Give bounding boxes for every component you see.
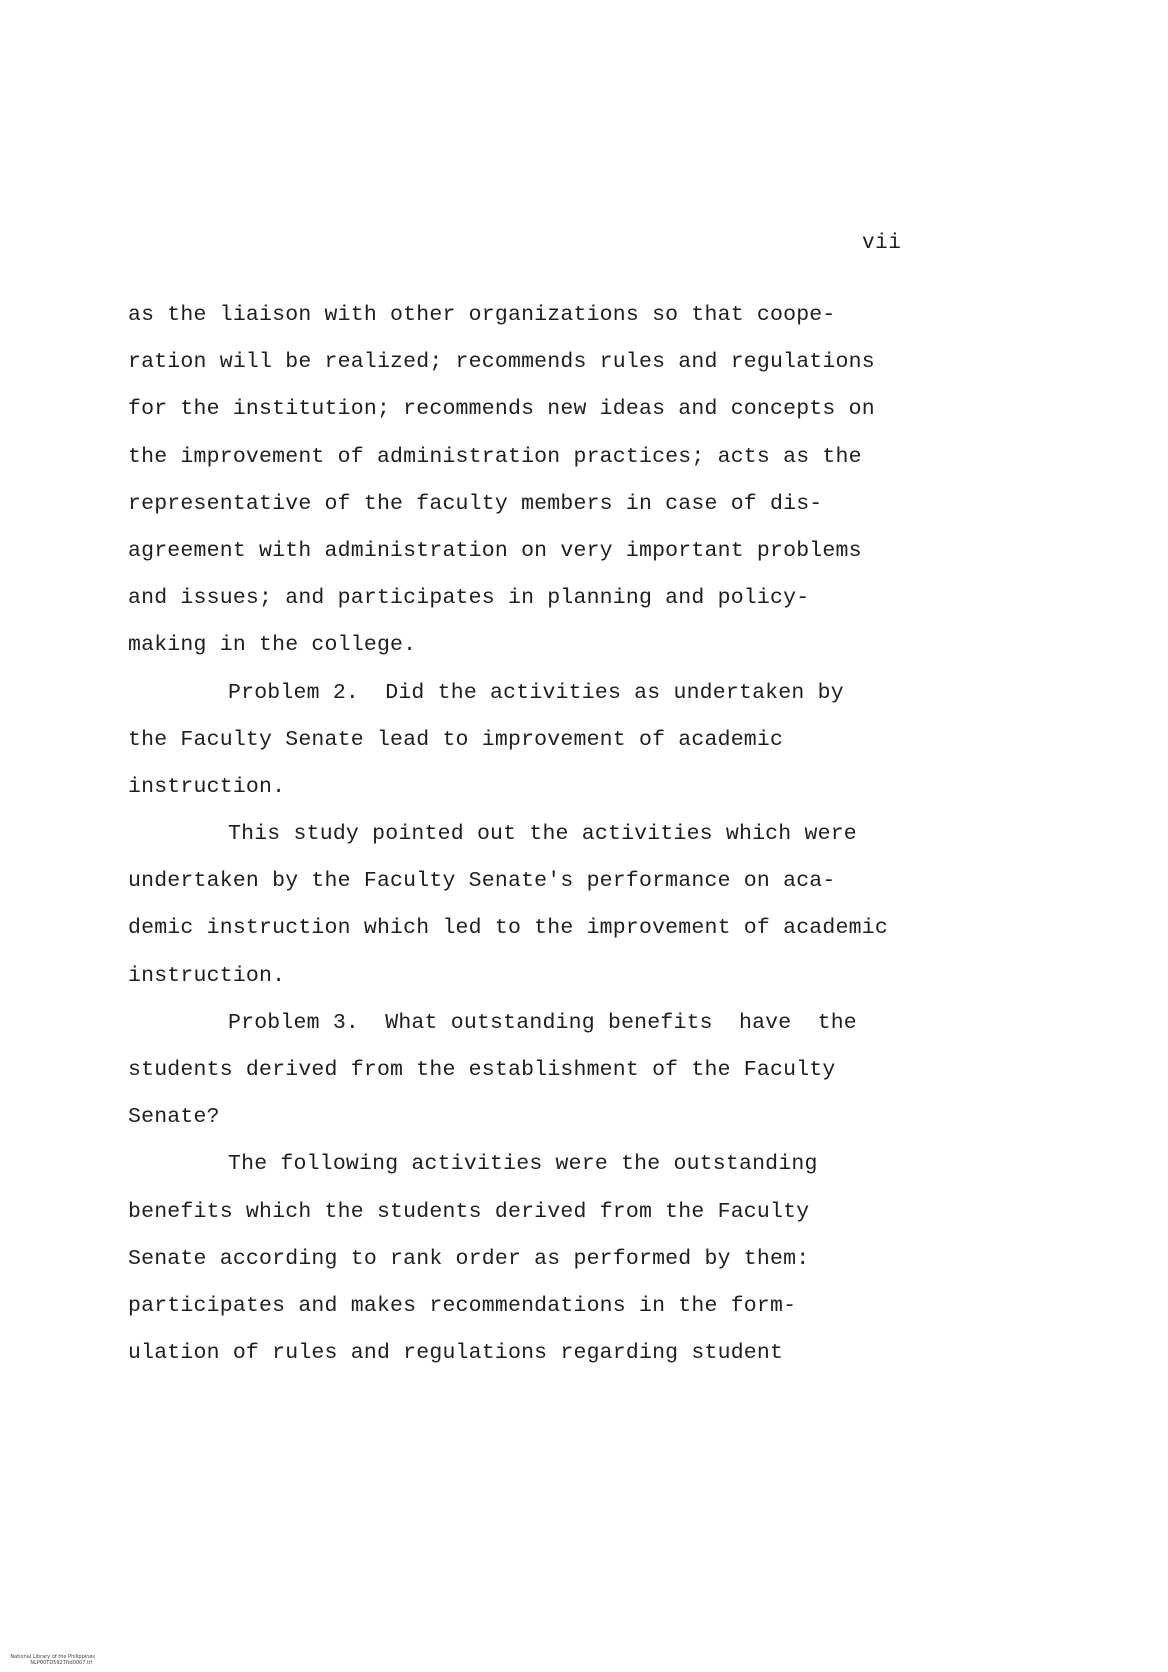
footer-file-id: NLP00TD5927ftd0007.tif <box>30 1660 93 1666</box>
text-line: Senate according to rank order as performed by them: <box>128 1246 810 1271</box>
text-line: agreement with administration on very important problems <box>128 538 862 563</box>
text-line: students derived from the establishment of the Faculty <box>128 1058 836 1082</box>
text-line: participates and makes recommendations in the form- <box>128 1293 797 1318</box>
text-line: representative of the faculty members in case of dis- <box>128 491 823 516</box>
text-line: Problem 2. Did the activities as undertaken by <box>228 680 844 705</box>
text-line: The following activities were the outstanding <box>228 1152 818 1177</box>
text-line: ulation of rules and regulations regarding student <box>128 1341 784 1366</box>
text-line: making in the college. <box>128 633 417 658</box>
text-line: Problem 3. What outstanding benefits have the <box>228 1010 857 1035</box>
text-line: instruction. <box>128 774 286 799</box>
footer-library: National Library of the Philippines <box>10 1654 95 1660</box>
text-line: This study pointed out the activities which were <box>228 822 857 847</box>
text-line: instruction. <box>128 963 286 988</box>
text-line: for the institution; recommends new ideas and concepts on <box>128 397 875 422</box>
scan-footer <box>4 1648 95 1672</box>
text-line: and issues; and participates in planning and policy- <box>128 586 810 611</box>
text-line: Senate? <box>128 1105 220 1130</box>
text-line: undertaken by the Faculty Senate's performance on aca- <box>128 869 836 894</box>
text-line: the improvement of administration practices; acts as the <box>128 444 862 469</box>
text-line: as the liaison with other organizations so that coope- <box>128 303 836 327</box>
text-line: ration will be realized; recommends rules and regulations <box>128 350 875 375</box>
page-number: vii <box>862 232 902 255</box>
text-line: benefits which the students derived from the Faculty <box>128 1199 810 1224</box>
body-text <box>128 292 988 1377</box>
text-line: demic instruction which led to the improvement of academic <box>128 916 888 941</box>
text-line: the Faculty Senate lead to improvement of academic <box>128 727 784 752</box>
